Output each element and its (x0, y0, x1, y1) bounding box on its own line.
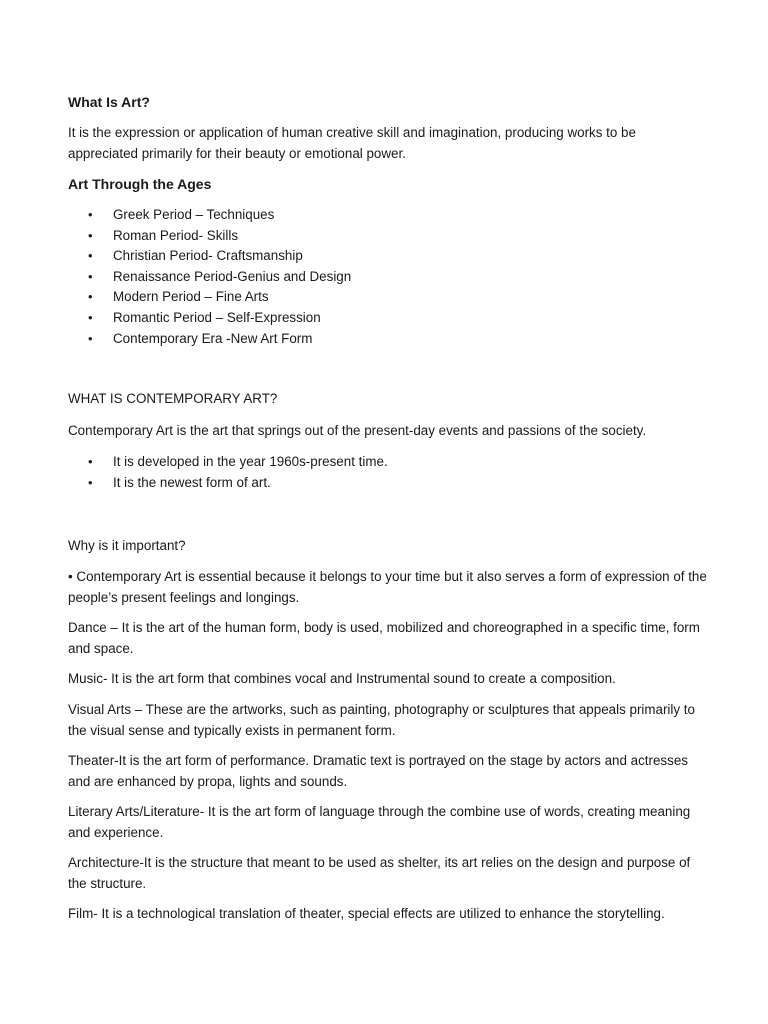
ages-list (68, 205, 688, 349)
heading-contemporary-art: WHAT IS CONTEMPORARY ART? (68, 391, 278, 406)
paragraph-visual-arts: Visual Arts – These are the artworks, such as painting, photography or sculptures that appeals primarily to the visual sense and typically exists in permanent form. (68, 702, 695, 738)
list-item: • Modern Period – Fine Arts (68, 287, 688, 308)
list-item: • Renaissance Period-Genius and Design (68, 267, 688, 288)
list-item: • Contemporary Era -New Art Form (68, 329, 688, 350)
contemporary-points-list (68, 452, 688, 493)
paragraph-what-is-art: It is the expression or application of human creative skill and imagination, producing works to be appreciated primarily for their beauty or emotional power. (68, 125, 636, 161)
bullet-icon: • (88, 330, 93, 346)
heading-why-important: Why is it important? (68, 538, 186, 553)
paragraph-literary-arts: Literary Arts/Literature- It is the art form of language through the combine use of words, creating meaning and experience. (68, 804, 691, 840)
bullet-icon: • (88, 207, 93, 222)
bullet-icon: • (88, 227, 93, 243)
bullet-icon: • (88, 309, 93, 325)
list-item: • Romantic Period – Self-Expression (68, 308, 688, 329)
paragraph-film: Film- It is a technological translation of theater, special effects are utilized to enhance the storytelling. (68, 906, 665, 921)
bullet-icon: • (88, 289, 93, 305)
bullet-icon: • (88, 454, 93, 469)
paragraph-contemporary-art: Contemporary Art is the art that springs out of the present-day events and passions of the society. (68, 423, 647, 438)
list-item: • Christian Period- Craftsmanship (68, 246, 688, 267)
list-item: • It is developed in the year 1960s-present time. (68, 452, 688, 473)
list-item: • It is the newest form of art. (68, 473, 688, 494)
paragraph-why-important: • Contemporary Art is essential because it belongs to your time but it also serves a form of expression of the people’s present feelings and longings. (68, 569, 707, 605)
paragraph-music: Music- It is the art form that combines vocal and Instrumental sound to create a composition. (68, 671, 616, 686)
paragraph-architecture: Architecture-It is the structure that meant to be used as shelter, its art relies on the design and purpose of the structure. (68, 855, 691, 891)
list-item: • Greek Period – Techniques (68, 205, 688, 226)
bullet-icon: • (88, 474, 93, 490)
bullet-icon: • (88, 248, 93, 264)
paragraph-theater: Theater-It is the art form of performance. Dramatic text is portrayed on the stage by actors and actresses and are enhanced by propa, lights and sounds. (68, 753, 688, 789)
heading-art-through-ages: Art Through the Ages (68, 176, 212, 192)
heading-what-is-art: What Is Art? (68, 94, 150, 110)
bullet-icon: • (88, 268, 93, 284)
list-item: • Roman Period- Skills (68, 226, 688, 247)
paragraph-dance: Dance – It is the art of the human form, body is used, mobilized and choreographed in a specific time, form and space. (68, 620, 700, 656)
